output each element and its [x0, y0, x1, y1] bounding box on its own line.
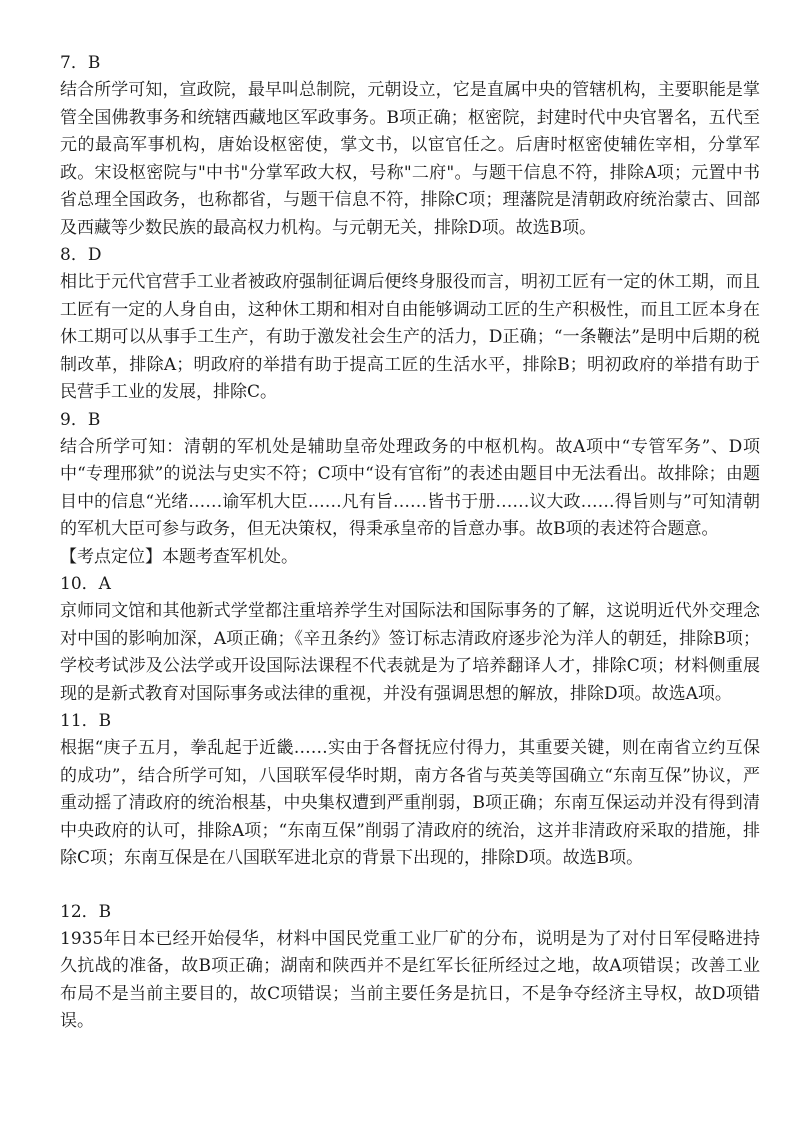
answer-8	[60, 242, 760, 407]
answer-explanation: 根据“庚子五月，拳乱起于近畿……实由于各督抚应付得力，其重要关键，则在南省立约互保的成功”，结合所学可知，八国联军侵华时期，南方各省与英美等国确立“东南互保”协议，严重动摇了清政府的统治根基，中央集权遭到严重削弱，B项正确；东南互保运动并没有得到清中央政府的认可，排除A项；“东南互保”削弱了清政府的统治，这并非清政府采取的措施，排除C项；东南互保是在八国联军进北京的背景下出现的，排除D项。故选B项。	[60, 738, 760, 868]
answer-number: 11．B	[60, 711, 112, 731]
answer-10	[60, 571, 760, 708]
answer-page	[60, 50, 760, 1036]
answer-explanation: 结合所学可知：清朝的军机处是辅助皇帝处理政务的中枢机构。故A项中“专管军务”、D项中“专理邢狱”的说法与史实不符；C项中“设有官衔”的表述由题目中无法看出。故排除；由题目中的信息“光绪……谕军机大臣……凡有旨……皆书于册……议大政……得旨则与”可知清朝的军机大臣可参与政务，但无决策权，得秉承皇帝的旨意办事。故B项的表述符合题意。	[60, 436, 760, 539]
answer-9	[60, 407, 760, 572]
answer-number: 8．D	[60, 245, 102, 265]
answer-explanation: 1935年日本已经开始侵华，材料中国民党重工业厂矿的分布，说明是为了对付日军侵略进持久抗战的准备，故B项正确；湖南和陕西并不是红军长征所经过之地，故A项错误；改善工业布局不是当前主要目的，故C项错误；当前主要任务是抗日，不是争夺经济主导权，故D项错误。	[60, 928, 760, 1031]
spacer	[60, 873, 760, 899]
answer-number: 7．B	[60, 53, 101, 73]
answer-12	[60, 899, 760, 1036]
exam-point-note: 【考点定位】本题考查军机处。	[60, 546, 298, 567]
answer-number: 9．B	[60, 409, 101, 430]
answer-explanation: 相比于元代官营手工业者被政府强制征调后便终身服役而言，明初工匠有一定的休工期，而且工匠有一定的人身自由，这种休工期和相对自由能够调动工匠的生产积极性，而且工匠本身在休工期可以从事手工生产，有助于激发社会生产的活力，D正确；“一条鞭法”是明中后期的税制改革，排除A；明政府的举措有助于提高工匠的生活水平，排除B；明初政府的举措有助于民营手工业的发展，排除C。	[60, 272, 760, 402]
answer-explanation: 结合所学可知，宣政院，最早叫总制院，元朝设立，它是直属中央的管辖机构，主要职能是掌管全国佛教事务和统辖西藏地区军政事务。B项正确；枢密院，封建时代中央官署名，五代至元的最高军事机构，唐始设枢密使，掌文书，以宦官任之。后唐时枢密使辅佐宰相，分掌军政。宋设枢密院与"中书"分掌军政大权，号称"二府"。与题干信息不符，排除A项；元置中书省总理全国政务，也称都省，与题干信息不符，排除C项；理藩院是清朝政府统治蒙古、回部及西藏等少数民族的最高权力机构。与元朝无关，排除D项。故选B项。	[60, 80, 760, 238]
answer-explanation: 京师同文馆和其他新式学堂都注重培养学生对国际法和国际事务的了解，这说明近代外交理念对中国的影响加深，A项正确；《辛丑条约》签订标志清政府逐步沦为洋人的朝廷，排除B项；学校考试涉及公法学或开设国际法课程不代表就是为了培养翻译人才，排除C项；材料侧重展现的是新式教育对国际事务或法律的重视，并没有强调思想的解放，排除D项。故选A项。	[60, 601, 760, 704]
answer-7	[60, 50, 760, 242]
answer-number: 12．B	[60, 901, 112, 922]
answer-11	[60, 708, 760, 873]
answer-number: 10．A	[60, 574, 111, 594]
